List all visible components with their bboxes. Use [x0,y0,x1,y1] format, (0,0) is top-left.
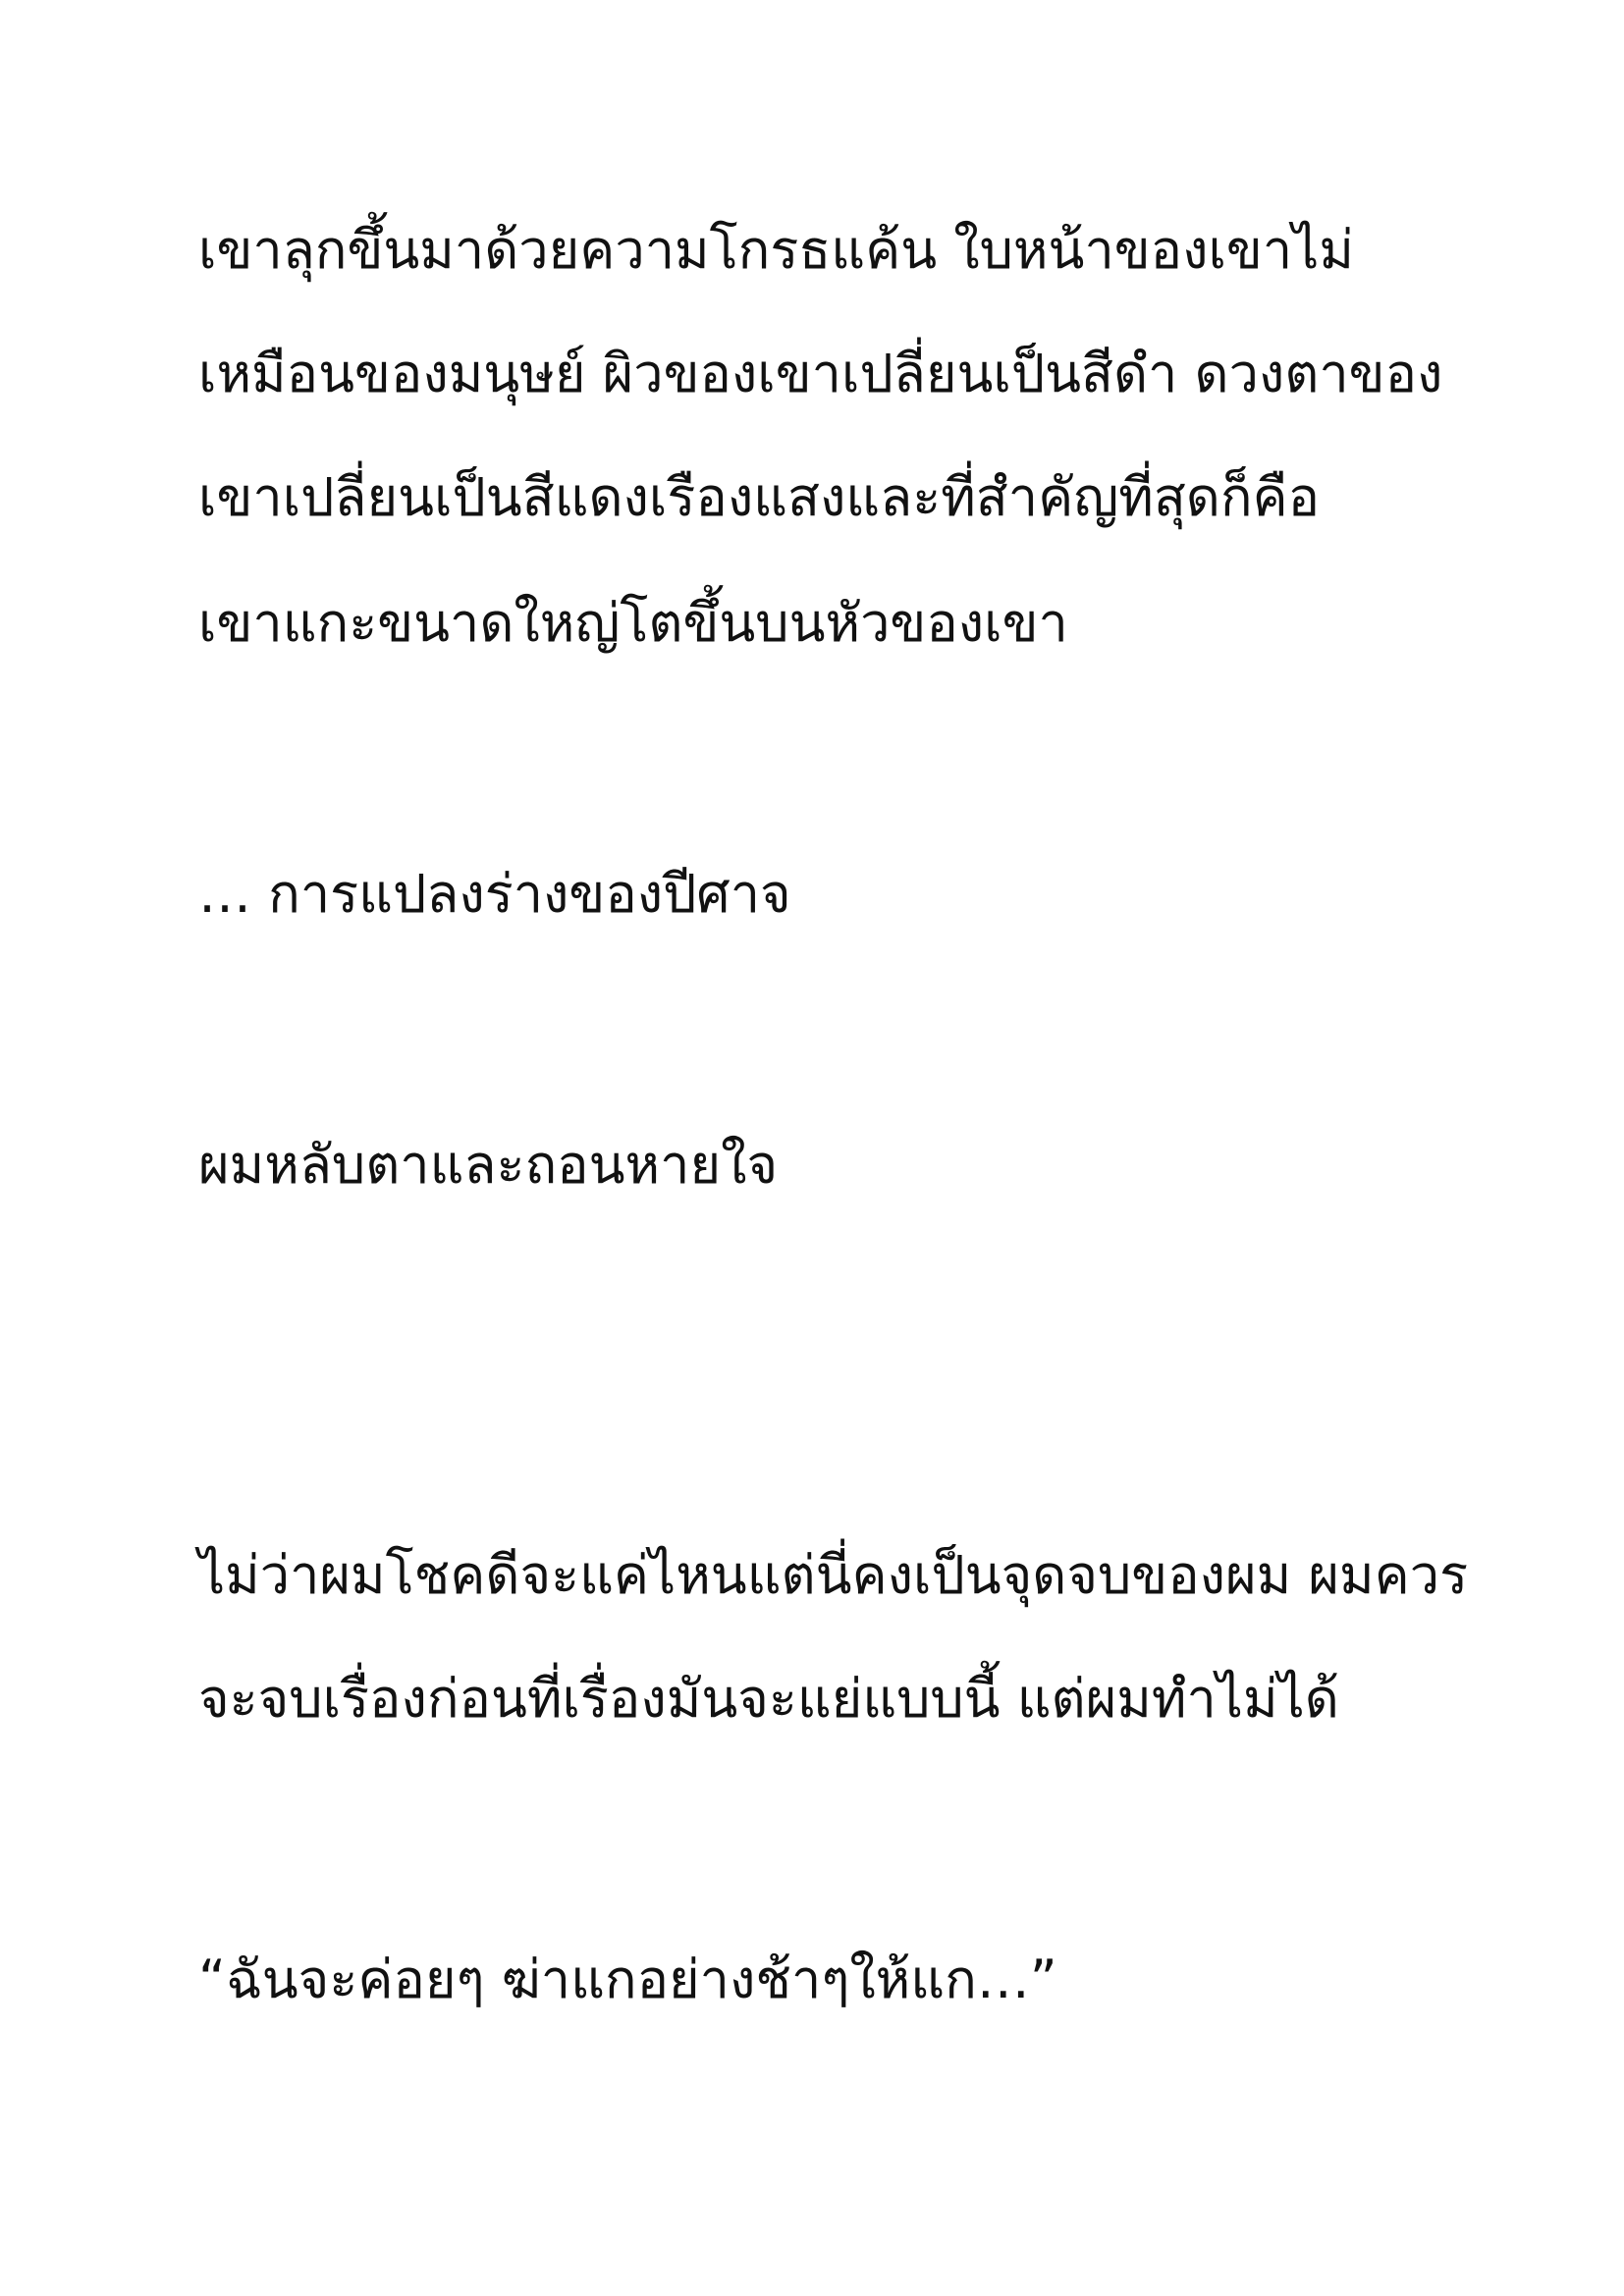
paragraph-1-line-3: เขาเปลี่ยนเป็นสีแดงเรืองแสงและที่สำคัญที่สุดก็คือ [198,466,1321,528]
paragraph-1-line-2: เหมือนของมนุษย์ ผิวของเขาเปลี่ยนเป็นสีดำ ดวงตาของ [198,343,1443,404]
paragraph-1-line-4: เขาแกะขนาดใหญ่โตขึ้นบนหัวของเขา [198,592,1068,654]
paragraph-2-line-1: … การแปลงร่างของปีศาจ [198,863,791,925]
paragraph-4-line-2: จะจบเรื่องก่อนที่เรื่องมันจะแย่แบบนี้ แต่ผมทำไม่ได้ [198,1668,1339,1730]
paragraph-1-line-1: เขาลุกขึ้นมาด้วยความโกรธแค้น ใบหน้าของเขาไม่ [198,219,1354,281]
paragraph-5-line-1: “ฉันจะค่อยๆ ฆ่าแกอย่างช้าๆให้แก…” [198,1949,1057,2010]
paragraph-3-line-1: ผมหลับตาและถอนหายใจ [198,1134,779,1196]
paragraph-4-line-1: ไม่ว่าผมโชคดีจะแค่ไหนแต่นี่คงเป็นจุดจบของผม ผมควร [198,1544,1469,1606]
